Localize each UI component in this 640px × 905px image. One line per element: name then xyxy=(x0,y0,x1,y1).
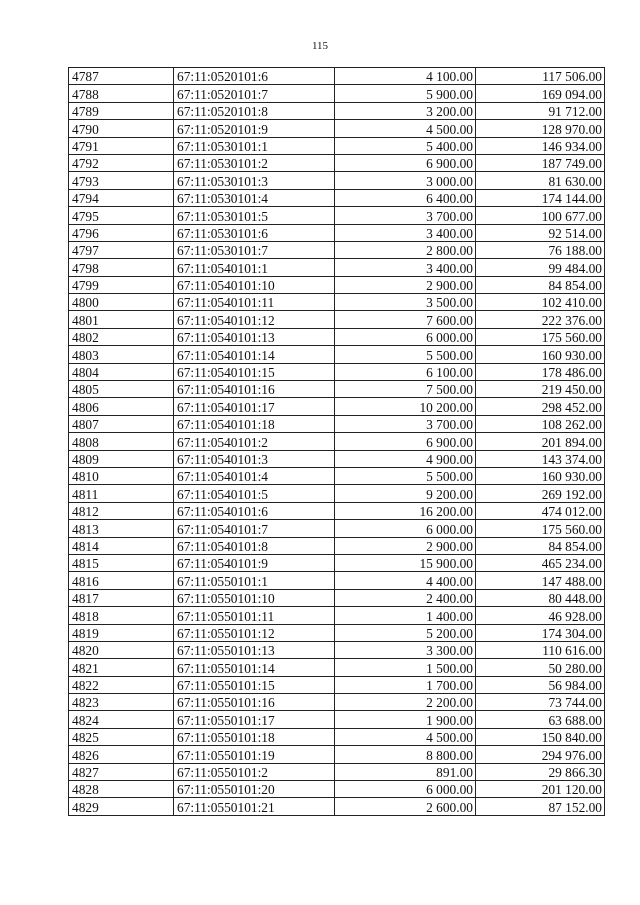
cadastral-value-cell: 174 304.00 xyxy=(476,624,605,641)
cadastral-value-cell: 298 452.00 xyxy=(476,398,605,415)
area-cell: 6 900.00 xyxy=(335,433,476,450)
cadastral-number-cell: 67:11:0540101:1 xyxy=(174,259,335,276)
table-row xyxy=(69,346,605,363)
table-row xyxy=(69,607,605,624)
area-cell: 2 900.00 xyxy=(335,537,476,554)
area-cell: 16 200.00 xyxy=(335,502,476,519)
table-row xyxy=(69,450,605,467)
cadastral-value-cell: 73 744.00 xyxy=(476,694,605,711)
table-row xyxy=(69,572,605,589)
cadastral-number-cell: 67:11:0540101:9 xyxy=(174,554,335,571)
row-number-cell: 4814 xyxy=(69,537,174,554)
row-number-cell: 4804 xyxy=(69,363,174,380)
cadastral-value-cell: 56 984.00 xyxy=(476,676,605,693)
area-cell: 3 000.00 xyxy=(335,172,476,189)
row-number-cell: 4803 xyxy=(69,346,174,363)
cadastral-value-cell: 110 616.00 xyxy=(476,641,605,658)
cadastral-number-cell: 67:11:0550101:19 xyxy=(174,746,335,763)
area-cell: 1 500.00 xyxy=(335,659,476,676)
table-row xyxy=(69,798,605,815)
row-number-cell: 4789 xyxy=(69,102,174,119)
area-cell: 5 900.00 xyxy=(335,85,476,102)
area-cell: 3 400.00 xyxy=(335,224,476,241)
cadastral-value-cell: 222 376.00 xyxy=(476,311,605,328)
table-row xyxy=(69,641,605,658)
cadastral-value-cell: 143 374.00 xyxy=(476,450,605,467)
area-cell: 3 500.00 xyxy=(335,294,476,311)
cadastral-value-cell: 219 450.00 xyxy=(476,381,605,398)
table-row xyxy=(69,746,605,763)
table-row xyxy=(69,68,605,85)
row-number-cell: 4797 xyxy=(69,241,174,258)
row-number-cell: 4815 xyxy=(69,554,174,571)
cadastral-value-cell: 175 560.00 xyxy=(476,328,605,345)
table-row xyxy=(69,224,605,241)
cadastral-number-cell: 67:11:0550101:16 xyxy=(174,694,335,711)
row-number-cell: 4800 xyxy=(69,294,174,311)
cadastral-number-cell: 67:11:0540101:6 xyxy=(174,502,335,519)
cadastral-value-cell: 201 894.00 xyxy=(476,433,605,450)
table-row xyxy=(69,485,605,502)
cadastral-value-cell: 81 630.00 xyxy=(476,172,605,189)
table-row xyxy=(69,381,605,398)
area-cell: 6 000.00 xyxy=(335,781,476,798)
area-cell: 3 700.00 xyxy=(335,415,476,432)
row-number-cell: 4829 xyxy=(69,798,174,815)
row-number-cell: 4825 xyxy=(69,728,174,745)
cadastral-number-cell: 67:11:0540101:2 xyxy=(174,433,335,450)
area-cell: 3 200.00 xyxy=(335,102,476,119)
area-cell: 1 400.00 xyxy=(335,607,476,624)
row-number-cell: 4806 xyxy=(69,398,174,415)
area-cell: 4 100.00 xyxy=(335,68,476,85)
table-row xyxy=(69,467,605,484)
row-number-cell: 4799 xyxy=(69,276,174,293)
cadastral-number-cell: 67:11:0520101:6 xyxy=(174,68,335,85)
cadastral-value-cell: 84 854.00 xyxy=(476,537,605,554)
cadastral-value-cell: 99 484.00 xyxy=(476,259,605,276)
row-number-cell: 4792 xyxy=(69,154,174,171)
cadastral-number-cell: 67:11:0550101:20 xyxy=(174,781,335,798)
cadastral-number-cell: 67:11:0540101:11 xyxy=(174,294,335,311)
area-cell: 2 400.00 xyxy=(335,589,476,606)
table-row xyxy=(69,624,605,641)
table-row xyxy=(69,85,605,102)
row-number-cell: 4812 xyxy=(69,502,174,519)
area-cell: 5 500.00 xyxy=(335,467,476,484)
cadastral-value-cell: 269 192.00 xyxy=(476,485,605,502)
row-number-cell: 4808 xyxy=(69,433,174,450)
area-cell: 7 500.00 xyxy=(335,381,476,398)
area-cell: 2 200.00 xyxy=(335,694,476,711)
cadastral-number-cell: 67:11:0540101:15 xyxy=(174,363,335,380)
row-number-cell: 4816 xyxy=(69,572,174,589)
table-row xyxy=(69,137,605,154)
table-row xyxy=(69,328,605,345)
table-row xyxy=(69,694,605,711)
cadastral-value-cell: 169 094.00 xyxy=(476,85,605,102)
row-number-cell: 4821 xyxy=(69,659,174,676)
page-number: 115 xyxy=(311,40,329,52)
area-cell: 2 800.00 xyxy=(335,241,476,258)
area-cell: 5 200.00 xyxy=(335,624,476,641)
cadastral-number-cell: 67:11:0540101:17 xyxy=(174,398,335,415)
cadastral-number-cell: 67:11:0550101:14 xyxy=(174,659,335,676)
cadastral-number-cell: 67:11:0550101:15 xyxy=(174,676,335,693)
cadastral-value-cell: 465 234.00 xyxy=(476,554,605,571)
cadastral-value-cell: 80 448.00 xyxy=(476,589,605,606)
cadastral-value-cell: 160 930.00 xyxy=(476,467,605,484)
row-number-cell: 4796 xyxy=(69,224,174,241)
table-row xyxy=(69,294,605,311)
table-row xyxy=(69,589,605,606)
table-row xyxy=(69,259,605,276)
cadastral-number-cell: 67:11:0530101:3 xyxy=(174,172,335,189)
cadastral-number-cell: 67:11:0540101:4 xyxy=(174,467,335,484)
cadastral-value-cell: 294 976.00 xyxy=(476,746,605,763)
row-number-cell: 4793 xyxy=(69,172,174,189)
row-number-cell: 4798 xyxy=(69,259,174,276)
cadastral-value-cell: 178 486.00 xyxy=(476,363,605,380)
table-row xyxy=(69,172,605,189)
table-row xyxy=(69,728,605,745)
area-cell: 4 400.00 xyxy=(335,572,476,589)
table-row xyxy=(69,676,605,693)
area-cell: 3 400.00 xyxy=(335,259,476,276)
row-number-cell: 4790 xyxy=(69,120,174,137)
table-row xyxy=(69,120,605,137)
row-number-cell: 4819 xyxy=(69,624,174,641)
cadastral-value-cell: 84 854.00 xyxy=(476,276,605,293)
cadastral-value-cell: 474 012.00 xyxy=(476,502,605,519)
table-row xyxy=(69,763,605,780)
row-number-cell: 4809 xyxy=(69,450,174,467)
cadastral-number-cell: 67:11:0540101:7 xyxy=(174,520,335,537)
area-cell: 6 400.00 xyxy=(335,189,476,206)
cadastral-number-cell: 67:11:0550101:13 xyxy=(174,641,335,658)
area-cell: 1 900.00 xyxy=(335,711,476,728)
cadastral-value-cell: 117 506.00 xyxy=(476,68,605,85)
row-number-cell: 4822 xyxy=(69,676,174,693)
row-number-cell: 4791 xyxy=(69,137,174,154)
row-number-cell: 4823 xyxy=(69,694,174,711)
cadastral-number-cell: 67:11:0520101:7 xyxy=(174,85,335,102)
land-parcels-table xyxy=(68,67,605,816)
area-cell: 4 500.00 xyxy=(335,728,476,745)
table-row xyxy=(69,554,605,571)
cadastral-number-cell: 67:11:0530101:2 xyxy=(174,154,335,171)
table-row xyxy=(69,102,605,119)
table-row xyxy=(69,711,605,728)
table-row xyxy=(69,520,605,537)
row-number-cell: 4826 xyxy=(69,746,174,763)
table-row xyxy=(69,781,605,798)
table-row xyxy=(69,398,605,415)
row-number-cell: 4820 xyxy=(69,641,174,658)
cadastral-number-cell: 67:11:0530101:1 xyxy=(174,137,335,154)
cadastral-number-cell: 67:11:0530101:4 xyxy=(174,189,335,206)
row-number-cell: 4788 xyxy=(69,85,174,102)
row-number-cell: 4794 xyxy=(69,189,174,206)
table-row xyxy=(69,311,605,328)
cadastral-value-cell: 92 514.00 xyxy=(476,224,605,241)
area-cell: 7 600.00 xyxy=(335,311,476,328)
cadastral-value-cell: 91 712.00 xyxy=(476,102,605,119)
area-cell: 3 700.00 xyxy=(335,207,476,224)
cadastral-number-cell: 67:11:0540101:13 xyxy=(174,328,335,345)
cadastral-number-cell: 67:11:0550101:1 xyxy=(174,572,335,589)
cadastral-value-cell: 150 840.00 xyxy=(476,728,605,745)
table-row xyxy=(69,276,605,293)
cadastral-value-cell: 76 188.00 xyxy=(476,241,605,258)
cadastral-number-cell: 67:11:0540101:18 xyxy=(174,415,335,432)
cadastral-value-cell: 50 280.00 xyxy=(476,659,605,676)
cadastral-value-cell: 160 930.00 xyxy=(476,346,605,363)
cadastral-value-cell: 87 152.00 xyxy=(476,798,605,815)
cadastral-number-cell: 67:11:0540101:3 xyxy=(174,450,335,467)
cadastral-number-cell: 67:11:0530101:7 xyxy=(174,241,335,258)
area-cell: 8 800.00 xyxy=(335,746,476,763)
row-number-cell: 4805 xyxy=(69,381,174,398)
cadastral-number-cell: 67:11:0540101:16 xyxy=(174,381,335,398)
table-row xyxy=(69,154,605,171)
cadastral-number-cell: 67:11:0540101:8 xyxy=(174,537,335,554)
cadastral-value-cell: 187 749.00 xyxy=(476,154,605,171)
table-row xyxy=(69,415,605,432)
area-cell: 6 900.00 xyxy=(335,154,476,171)
row-number-cell: 4817 xyxy=(69,589,174,606)
area-cell: 891.00 xyxy=(335,763,476,780)
cadastral-value-cell: 147 488.00 xyxy=(476,572,605,589)
cadastral-value-cell: 63 688.00 xyxy=(476,711,605,728)
cadastral-value-cell: 46 928.00 xyxy=(476,607,605,624)
area-cell: 6 000.00 xyxy=(335,328,476,345)
cadastral-number-cell: 67:11:0550101:11 xyxy=(174,607,335,624)
row-number-cell: 4801 xyxy=(69,311,174,328)
table-row xyxy=(69,502,605,519)
cadastral-number-cell: 67:11:0550101:18 xyxy=(174,728,335,745)
row-number-cell: 4787 xyxy=(69,68,174,85)
cadastral-value-cell: 102 410.00 xyxy=(476,294,605,311)
table-row xyxy=(69,189,605,206)
cadastral-number-cell: 67:11:0540101:10 xyxy=(174,276,335,293)
cadastral-number-cell: 67:11:0540101:14 xyxy=(174,346,335,363)
table-row xyxy=(69,363,605,380)
row-number-cell: 4795 xyxy=(69,207,174,224)
cadastral-number-cell: 67:11:0550101:17 xyxy=(174,711,335,728)
row-number-cell: 4824 xyxy=(69,711,174,728)
table-row xyxy=(69,433,605,450)
cadastral-number-cell: 67:11:0530101:6 xyxy=(174,224,335,241)
cadastral-value-cell: 108 262.00 xyxy=(476,415,605,432)
cadastral-number-cell: 67:11:0550101:2 xyxy=(174,763,335,780)
cadastral-value-cell: 128 970.00 xyxy=(476,120,605,137)
area-cell: 10 200.00 xyxy=(335,398,476,415)
table-row xyxy=(69,241,605,258)
area-cell: 4 500.00 xyxy=(335,120,476,137)
cadastral-value-cell: 146 934.00 xyxy=(476,137,605,154)
table-row xyxy=(69,537,605,554)
cadastral-number-cell: 67:11:0550101:10 xyxy=(174,589,335,606)
cadastral-number-cell: 67:11:0520101:9 xyxy=(174,120,335,137)
area-cell: 5 500.00 xyxy=(335,346,476,363)
area-cell: 9 200.00 xyxy=(335,485,476,502)
cadastral-value-cell: 100 677.00 xyxy=(476,207,605,224)
cadastral-number-cell: 67:11:0550101:21 xyxy=(174,798,335,815)
cadastral-number-cell: 67:11:0530101:5 xyxy=(174,207,335,224)
area-cell: 5 400.00 xyxy=(335,137,476,154)
cadastral-number-cell: 67:11:0550101:12 xyxy=(174,624,335,641)
area-cell: 6 100.00 xyxy=(335,363,476,380)
row-number-cell: 4811 xyxy=(69,485,174,502)
cadastral-value-cell: 174 144.00 xyxy=(476,189,605,206)
area-cell: 2 900.00 xyxy=(335,276,476,293)
cadastral-value-cell: 175 560.00 xyxy=(476,520,605,537)
row-number-cell: 4818 xyxy=(69,607,174,624)
cadastral-number-cell: 67:11:0540101:12 xyxy=(174,311,335,328)
row-number-cell: 4828 xyxy=(69,781,174,798)
cadastral-value-cell: 29 866.30 xyxy=(476,763,605,780)
table-row xyxy=(69,207,605,224)
row-number-cell: 4802 xyxy=(69,328,174,345)
area-cell: 3 300.00 xyxy=(335,641,476,658)
table-row xyxy=(69,659,605,676)
row-number-cell: 4813 xyxy=(69,520,174,537)
area-cell: 4 900.00 xyxy=(335,450,476,467)
row-number-cell: 4810 xyxy=(69,467,174,484)
cadastral-number-cell: 67:11:0520101:8 xyxy=(174,102,335,119)
area-cell: 2 600.00 xyxy=(335,798,476,815)
area-cell: 6 000.00 xyxy=(335,520,476,537)
table-body xyxy=(69,68,605,816)
row-number-cell: 4827 xyxy=(69,763,174,780)
area-cell: 1 700.00 xyxy=(335,676,476,693)
row-number-cell: 4807 xyxy=(69,415,174,432)
cadastral-number-cell: 67:11:0540101:5 xyxy=(174,485,335,502)
area-cell: 15 900.00 xyxy=(335,554,476,571)
cadastral-value-cell: 201 120.00 xyxy=(476,781,605,798)
